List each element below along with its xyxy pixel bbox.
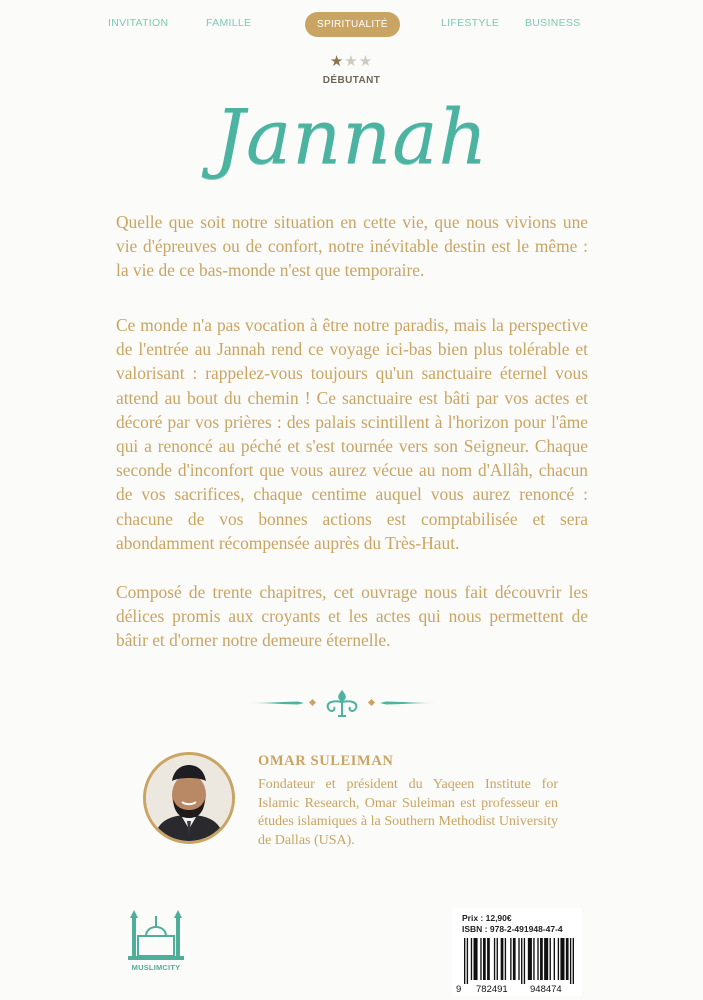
category-lifestyle[interactable]: LIFESTYLE bbox=[441, 17, 500, 29]
barcode-bar bbox=[510, 938, 511, 980]
barcode-bar bbox=[573, 938, 574, 984]
category-spiritualite[interactable]: SPIRITUALITÉ bbox=[305, 12, 400, 37]
barcode-bar bbox=[501, 938, 504, 980]
barcode-bar bbox=[533, 938, 534, 980]
blurb-paragraph-2: Ce monde n'a pas vocation à être notre paradis, mais la perspective de l'entrée au Jannah rend ce voyage ici-bas bien plus tolérable et valorisant : rappelez-vous toujours qu'un sanctuaire éternel vous attend au bout du chemin ! Ce sanctuaire est bâti par vos actes et décoré par vos prières : des palais scintillent à l'horizon pour l'âme qui a renoncé au péché et s'est tournée vers son Seigneur. Chaque seconde d'inconfort que vous aurez vécue au nom d'Allâh, chacun de vos sacrifices, chaque centime auquel vous aurez renoncé : chacune de vos bonnes actions est comptabilisée et sera abondamment récompensée auprès du Très-Haut. bbox=[116, 315, 588, 553]
barcode-bar bbox=[540, 938, 543, 980]
barcode-bar bbox=[471, 938, 472, 980]
barcode-bars-icon bbox=[464, 938, 574, 984]
barcode-bar bbox=[537, 938, 538, 980]
author-portrait-icon bbox=[146, 755, 232, 841]
author-avatar bbox=[143, 752, 235, 844]
ornament-divider-icon bbox=[246, 686, 438, 720]
barcode-bar bbox=[544, 938, 548, 980]
barcode-bar bbox=[570, 938, 571, 984]
barcode-bar bbox=[474, 938, 478, 980]
category-business[interactable]: BUSINESS bbox=[525, 17, 581, 29]
author-bio: Fondateur et président du Yaqeen Institute for Islamic Research, Omar Suleiman est professeur en études islamiques à la Southern Methodist University de Dallas (USA). bbox=[258, 777, 558, 848]
book-title: Jannah bbox=[214, 92, 489, 181]
barcode-digit-group: 782491 bbox=[476, 984, 508, 995]
barcode-digit-group: 948474 bbox=[530, 984, 562, 995]
blurb-paragraph-1: Quelle que soit notre situation en cette vie, que nous vivions une vie d'épreuves ou de confort, notre inévitable destin est le même : la vie de ce bas-monde n'est que temporaire. bbox=[116, 212, 588, 281]
price-label: Prix : 12,90€ bbox=[462, 913, 512, 923]
barcode-bar bbox=[524, 938, 525, 984]
barcode-bar bbox=[560, 938, 564, 980]
barcode-bar bbox=[480, 938, 481, 980]
barcode-bar bbox=[566, 938, 569, 980]
barcode-bar bbox=[497, 938, 498, 980]
barcode-bar bbox=[554, 938, 555, 980]
publisher-label: MUSLIMCITY bbox=[131, 963, 181, 972]
blurb-paragraph-3: Composé de trente chapitres, cet ouvrage nous fait découvrir les délices promis aux croyants et les actes qui nous permettent de bâtir et d'orner notre demeure éternelle. bbox=[116, 582, 588, 651]
star-filled-icon: ★ bbox=[329, 52, 345, 70]
category-famille[interactable]: FAMILLE bbox=[206, 17, 252, 29]
star-empty-icon: ★ bbox=[358, 52, 374, 70]
barcode-bar bbox=[550, 938, 551, 980]
category-nav bbox=[0, 12, 703, 38]
barcode-digit-group: 9 bbox=[456, 984, 462, 995]
star-empty-icon: ★ bbox=[344, 52, 359, 70]
barcode-bar bbox=[513, 938, 516, 980]
barcode-block bbox=[452, 908, 582, 996]
barcode-bar bbox=[558, 938, 559, 980]
barcode-bar bbox=[483, 938, 486, 980]
category-invitation[interactable]: INVITATION bbox=[108, 17, 169, 29]
barcode-bar bbox=[494, 938, 495, 980]
barcode-bar bbox=[505, 938, 506, 980]
barcode-bar bbox=[521, 938, 522, 984]
barcode-bar bbox=[467, 938, 468, 984]
barcode-bar bbox=[528, 938, 532, 980]
barcode-bar bbox=[487, 938, 490, 980]
author-name: OMAR SULEIMAN bbox=[258, 753, 394, 769]
level-rating bbox=[0, 52, 703, 70]
level-label: DÉBUTANT bbox=[322, 75, 381, 86]
barcode-bar bbox=[518, 938, 519, 980]
isbn-label: ISBN : 978-2-491948-47-4 bbox=[462, 924, 563, 934]
barcode-bar bbox=[464, 938, 465, 984]
